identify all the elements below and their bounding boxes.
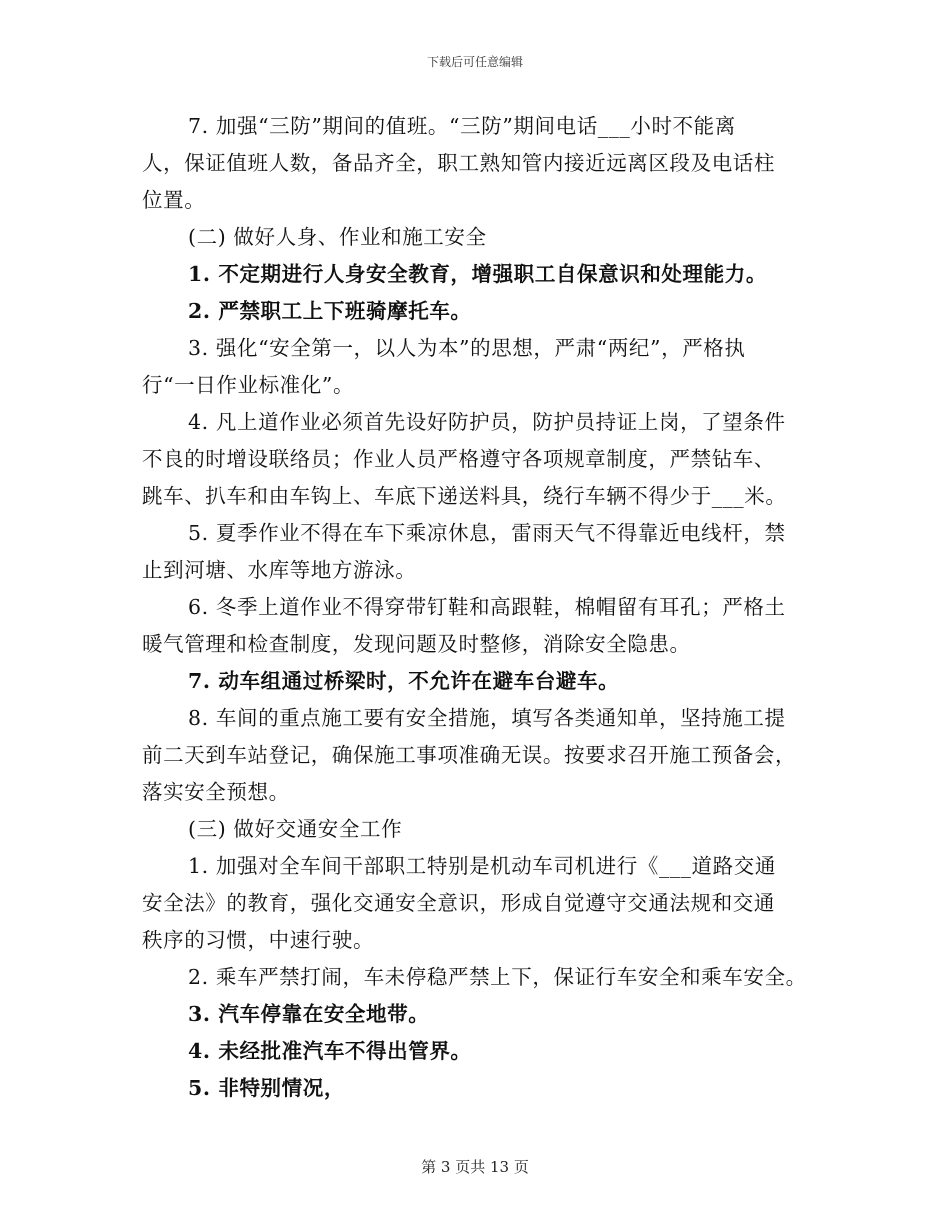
text-line: (三) 做好交通安全工作 bbox=[188, 817, 403, 841]
text-line: 行“一日作业标准化”。 bbox=[142, 373, 355, 397]
text-line: 前二天到车站登记，确保施工事项准确无误。按要求召开施工预备会， bbox=[142, 743, 797, 767]
text-line: 5. 非特别情况， bbox=[188, 1076, 345, 1100]
text-line: 8. 车间的重点施工要有安全措施，填写各类通知单，坚持施工提 bbox=[188, 706, 786, 730]
text-line: 止到河塘、水库等地方游泳。 bbox=[142, 558, 417, 582]
text-line: 落实安全预想。 bbox=[142, 780, 290, 804]
text-line: 暖气管理和检查制度，发现问题及时整修，消除安全隐患。 bbox=[142, 632, 691, 656]
text-line: 4. 凡上道作业必须首先设好防护员，防护员持证上岗，了望条件 bbox=[188, 410, 786, 434]
text-line: 位置。 bbox=[142, 188, 206, 212]
text-line: (二) 做好人身、作业和施工安全 bbox=[188, 225, 487, 249]
text-line: 跳车、扒车和由车钩上、车底下递送料具，绕行车辆不得少于___米。 bbox=[142, 484, 787, 508]
text-line: 不良的时增设联络员；作业人员严格遵守各项规章制度，严禁钻车、 bbox=[142, 447, 775, 471]
text-line: 2. 乘车严禁打闹，车未停稳严禁上下，保证行车安全和乘车安全。 bbox=[188, 965, 807, 989]
page-footer: 第 3 页共 13 页 bbox=[421, 1158, 529, 1176]
page-header: 下载后可任意编辑 bbox=[426, 55, 523, 69]
text-line: 安全法》的教育，强化交通安全意识，形成自觉遵守交通法规和交通 bbox=[142, 891, 775, 915]
text-line: 1. 加强对全车间干部职工特别是机动车司机进行《___道路交通 bbox=[188, 854, 776, 878]
text-line: 秩序的习惯，中速行驶。 bbox=[142, 928, 375, 952]
text-line: 2. 严禁职工上下班骑摩托车。 bbox=[188, 299, 472, 323]
text-line: 3. 强化“安全第一，以人为本”的思想，严肃“两纪”，严格执 bbox=[188, 336, 746, 360]
document-body bbox=[142, 108, 832, 1107]
text-line: 1. 不定期进行人身安全教育，增强职工自保意识和处理能力。 bbox=[188, 262, 767, 286]
text-line: 3. 汽车停靠在安全地带。 bbox=[188, 1002, 430, 1026]
text-line: 5. 夏季作业不得在车下乘凉休息，雷雨天气不得靠近电线杆，禁 bbox=[188, 521, 786, 545]
text-line: 6. 冬季上道作业不得穿带钉鞋和高跟鞋，棉帽留有耳孔；严格土 bbox=[188, 595, 786, 619]
text-line: 7. 动车组通过桥梁时，不允许在避车台避车。 bbox=[188, 669, 620, 693]
text-line: 人，保证值班人数，备品齐全，职工熟知管内接近远离区段及电话柱 bbox=[142, 151, 775, 175]
text-line: 4. 未经批准汽车不得出管界。 bbox=[188, 1039, 472, 1063]
text-line: 7. 加强“三防”期间的值班。“三防”期间电话___小时不能离 bbox=[188, 114, 736, 138]
